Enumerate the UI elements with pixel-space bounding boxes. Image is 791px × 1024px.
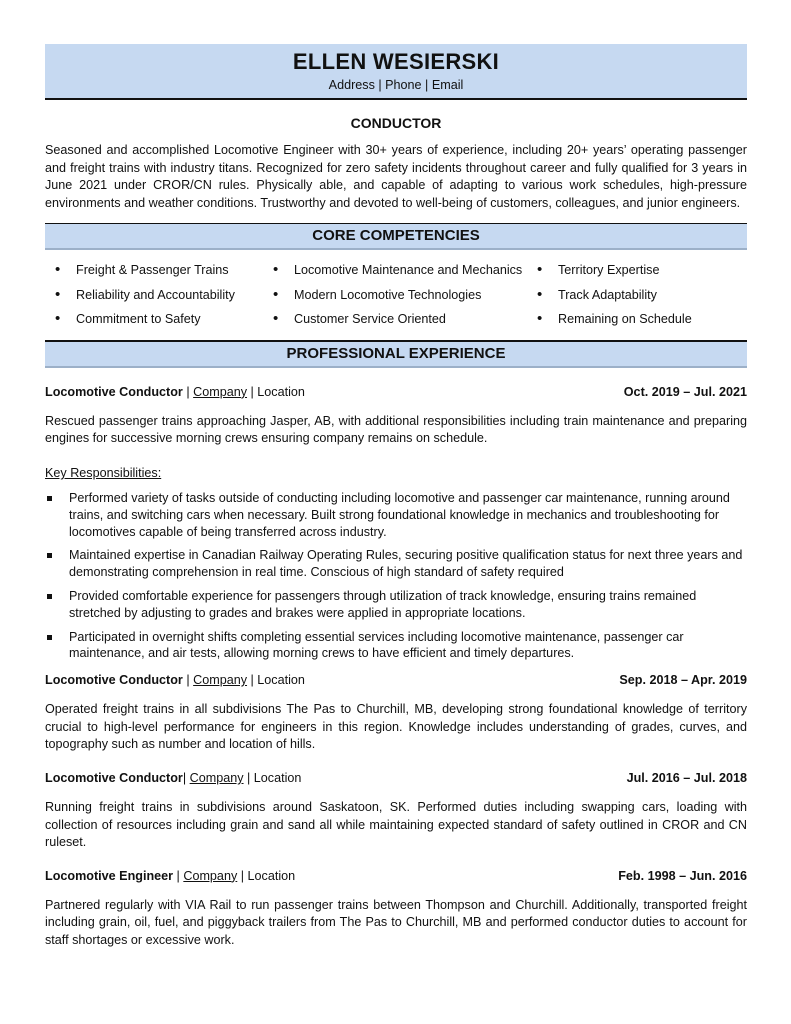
job-title-line	[45, 770, 301, 786]
summary-paragraph: Seasoned and accomplished Locomotive Engineer with 30+ years of experience, including 20+ years’ operating passenger and freight trains with industry titans. Recognized for zero safety incidents throughout career and fully qualified for 3 years in June 2021 under CROR/CN rules. Physically able, and capable of adapting to various work schedules, high-pressure environments and weather conditions. Trustworthy and devoted to well-being of customers, colleagues, and junior engineers.	[45, 143, 747, 210]
job-description: Operated freight trains in all subdivisions The Pas to Churchill, MB, developing strong foundational knowledge of territory crucial to high-level performance for engineers in this region. Knowledge includes understanding of grades, curves, and topography such as number and location of hills.	[45, 702, 747, 752]
job-dates: Jul. 2016 – Jul. 2018	[626, 771, 747, 786]
separator: |	[173, 868, 184, 883]
job-description: Partnered regularly with VIA Rail to run passenger trains between Thompson and Churchill. Additionally, transported freight including grain, oil, fuel, and piggyback trailers from The Pas to Churchill, MB and performed conductor duties to account for staff shortages or excessive work.	[45, 897, 747, 947]
key-responsibilities-label: Key Responsibilities:	[45, 466, 162, 481]
job-role: Locomotive Conductor	[45, 673, 183, 688]
company-name: Company	[189, 771, 244, 786]
company-name: Company	[183, 868, 238, 883]
resume-page	[45, 44, 747, 950]
job-title-line	[45, 672, 305, 688]
job-location: | Location	[243, 771, 302, 786]
job-description: Running freight trains in subdivisions around Saskatoon, SK. Performed duties including swapping cars, loading with collection of resources including grain and sand all while maintaining expected standard of safety outlined in CROR and CN ruleset.	[45, 800, 747, 850]
job-role: Locomotive Conductor	[45, 384, 183, 399]
job-dates: Sep. 2018 – Apr. 2019	[619, 673, 747, 688]
header-band	[45, 44, 747, 100]
responsibility-item: Performed variety of tasks outside of conducting including locomotive and passenger car maintenance, running around trains, and switching cars when necessary. Built strong foundational knowledge in mechanics and troubleshooting for locomotives capable of being transferred across industry.	[45, 490, 747, 540]
separator: |	[182, 771, 190, 786]
contact-line: Address | Phone | Email	[328, 78, 464, 92]
competency-item: • Commitment to Safety	[45, 307, 263, 332]
company-name: Company	[193, 673, 248, 688]
responsibility-item: Maintained expertise in Canadian Railway Operating Rules, securing positive qualification status for next three years and demonstrating comprehension in real time. Conscious of high standard of safety required	[45, 547, 747, 581]
job-location: | Location	[247, 673, 305, 688]
competency-item: • Territory Expertise	[527, 258, 747, 283]
responsibility-list	[45, 490, 747, 662]
competency-item: • Track Adaptability	[527, 283, 747, 308]
separator: |	[182, 673, 194, 688]
separator: |	[182, 384, 194, 399]
job-role: Locomotive Engineer	[45, 868, 174, 883]
core-competencies-heading: CORE COMPETENCIES	[45, 223, 747, 250]
competency-item: • Reliability and Accountability	[45, 283, 263, 308]
company-name: Company	[193, 384, 248, 399]
job-header	[45, 868, 747, 884]
job-description: Rescued passenger trains approaching Jasper, AB, with additional responsibilities including train maintenance and preparing engines for successive morning crews ensuring company remains on schedule.	[45, 413, 747, 446]
responsibility-item: Participated in overnight shifts completing essential services including locomotive maintenance, passenger car maintenance, and air tests, allowing morning crews to have efficient and timely departures.	[45, 629, 747, 663]
job-header	[45, 672, 747, 688]
competency-item: • Locomotive Maintenance and Mechanics	[263, 258, 527, 283]
competency-item: • Modern Locomotive Technologies	[263, 283, 527, 308]
job-location: | Location	[237, 868, 296, 883]
job-dates: Oct. 2019 – Jul. 2021	[623, 384, 747, 399]
professional-experience-heading: PROFESSIONAL EXPERIENCE	[45, 341, 747, 368]
candidate-name: ELLEN WESIERSKI	[292, 49, 500, 74]
resume-title: CONDUCTOR	[350, 115, 442, 131]
job-header	[45, 384, 747, 400]
competency-item: • Customer Service Oriented	[263, 307, 527, 332]
competency-item: • Remaining on Schedule	[527, 307, 747, 332]
job-title-line	[45, 384, 305, 400]
job-title-line	[45, 868, 295, 884]
job-dates: Feb. 1998 – Jun. 2016	[618, 868, 747, 883]
competency-item: • Freight & Passenger Trains	[45, 258, 263, 283]
job-role: Locomotive Conductor	[45, 771, 183, 786]
job-header	[45, 770, 747, 786]
responsibility-item: Provided comfortable experience for passengers through utilization of track knowledge, ensuring trains remained stretched by adjusting to grades and brakes were applied in appropriate locations.	[45, 588, 747, 622]
job-location: | Location	[247, 384, 305, 399]
competency-list	[45, 258, 747, 341]
